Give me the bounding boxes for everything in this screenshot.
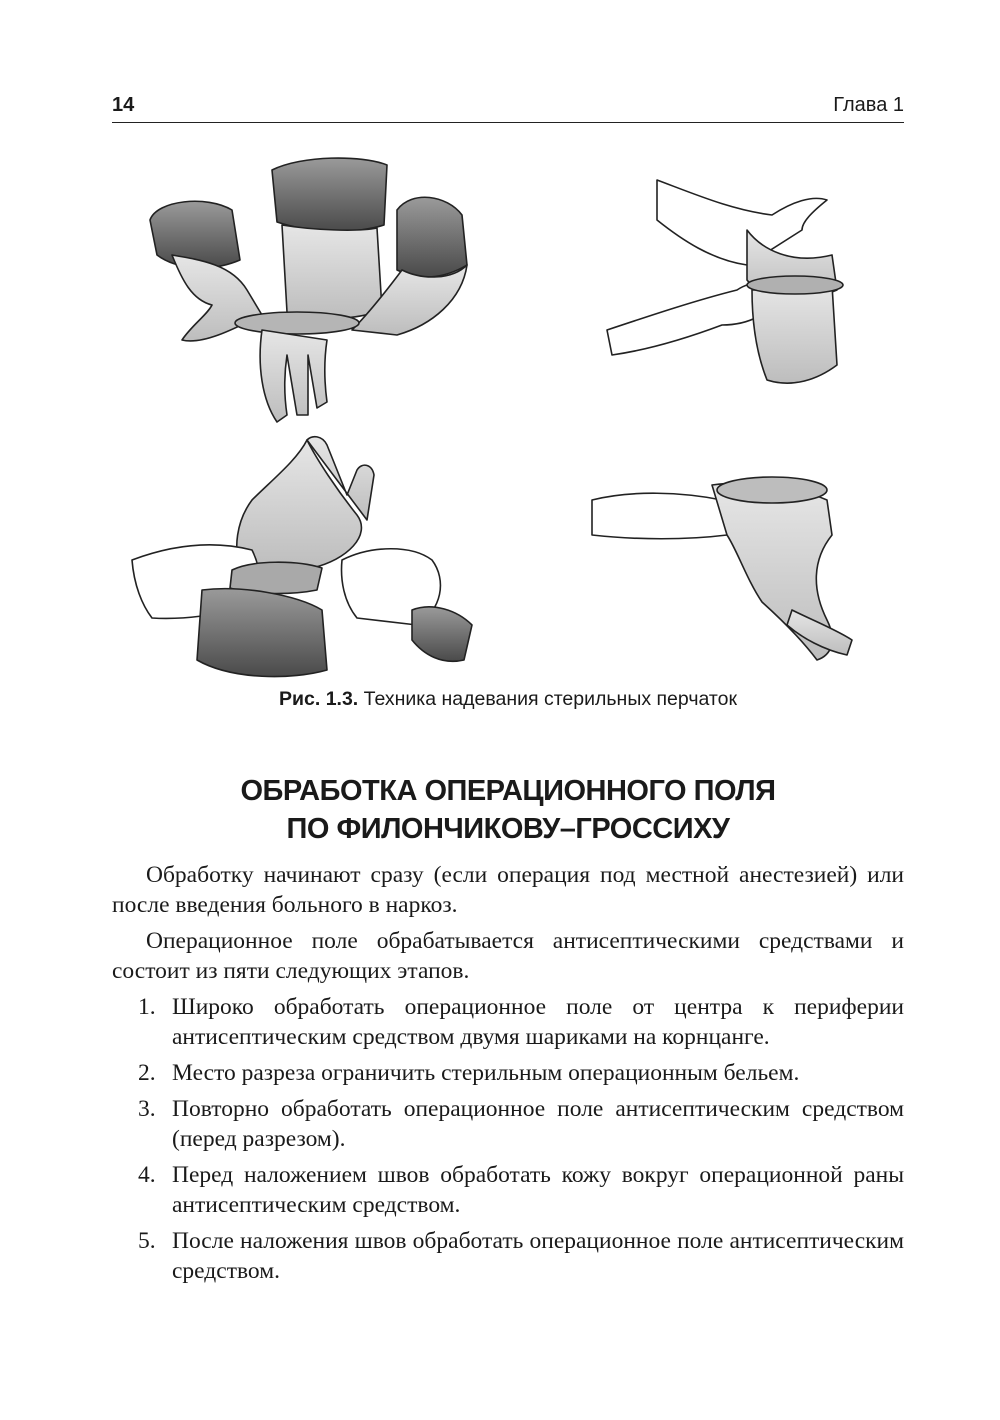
list-item-text: Повторно обработать операционное поле антисептическим средством (перед разрезом).: [172, 1096, 904, 1152]
list-item: [112, 1058, 904, 1088]
paragraph: Операционное поле обрабатывается антисептическими средствами и состоит из пяти следующих этапов.: [112, 928, 904, 984]
glove-on-hand-icon: [592, 477, 852, 660]
list-item-text: После наложения швов обработать операционное поле антисептическим средством.: [172, 1228, 904, 1284]
list-item: [112, 992, 904, 1052]
page-header: [112, 88, 904, 123]
list-item-number: 2.: [138, 1060, 156, 1086]
figure-caption-label: Рис. 1.3.: [279, 688, 359, 710]
list-item-number: 5.: [138, 1228, 156, 1254]
list-item-number: 3.: [138, 1096, 156, 1122]
list-item-text: Перед наложением швов обработать кожу вокруг операционной раны антисептическим средством.: [172, 1162, 904, 1218]
list-item-number: 1.: [138, 994, 156, 1020]
cuff-rolling-icon: [132, 437, 472, 677]
section-title: [112, 772, 904, 848]
chapter-title: Глава 1: [833, 94, 904, 116]
steps-list: [112, 992, 904, 1286]
list-item-number: 4.: [138, 1162, 156, 1188]
paragraph: Обработку начинают сразу (если операция под местной анестезией) или после введения больного в наркоз.: [112, 862, 904, 918]
figure-caption-text: Техника надевания стерильных перчаток: [358, 688, 737, 710]
figure-gloving-technique: [112, 140, 904, 685]
page-number: 14: [112, 94, 135, 116]
list-item-text: Место разреза ограничить стерильным операционным бельем.: [172, 1060, 800, 1086]
section-title-line2: ПО ФИЛОНЧИКОВУ–ГРОССИХУ: [286, 813, 730, 845]
list-item: [112, 1094, 904, 1154]
list-item: [112, 1160, 904, 1220]
body-text: [112, 860, 904, 1292]
gloved-hands-icon: [150, 158, 467, 422]
list-item: [112, 1226, 904, 1286]
glove-pulling-icon: [607, 180, 843, 383]
list-item-text: Широко обработать операционное поле от центра к периферии антисептическим средством двумя шариками на корнцанге.: [172, 994, 904, 1050]
section-title-line1: ОБРАБОТКА ОПЕРАЦИОННОГО ПОЛЯ: [240, 775, 776, 807]
figure-caption: [112, 688, 904, 711]
